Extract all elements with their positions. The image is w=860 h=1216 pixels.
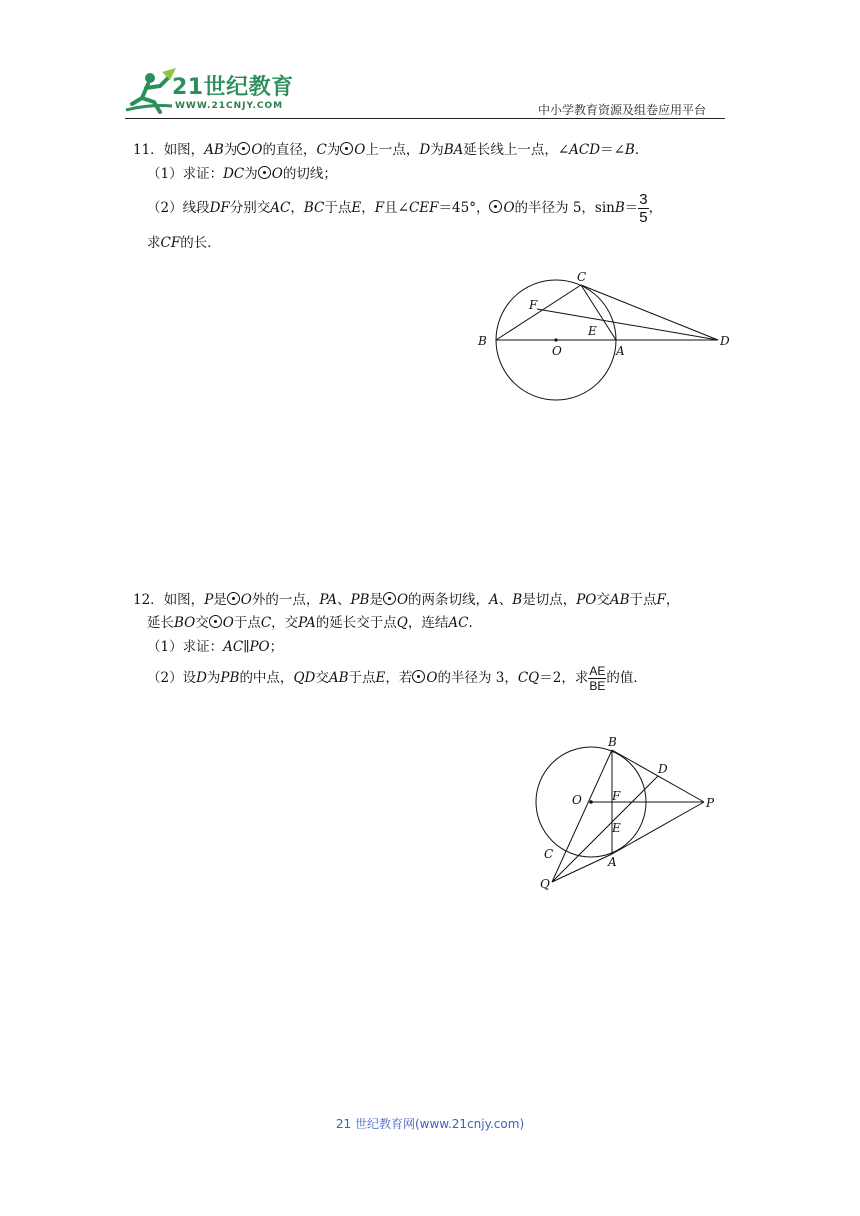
line-bc [496,285,581,340]
line-bq [552,750,612,882]
circle-dot-icon [237,142,250,155]
label-d: D [658,762,668,776]
line-bp [612,750,704,802]
circle-dot-icon [258,166,271,179]
q11-sub1: （1）求证：DC为 O的切线； [147,166,337,182]
fraction-3-5: $\frac{3}{5}$ [639,191,648,226]
circle-dot-icon [412,670,425,683]
line-fd [537,309,718,340]
circle-dot-icon [227,592,240,605]
label-o: O [552,344,562,358]
label-e: E [612,821,621,835]
circle-dot-icon [383,592,396,605]
line-qa [552,854,612,882]
center-point-o [589,800,593,804]
fraction-ae-be: $\frac{AE}{BE}$ [589,664,606,693]
label-e: E [588,324,597,338]
circle-dot-icon [340,142,353,155]
label-p: P [706,796,715,810]
label-o: O [572,793,582,807]
label-f: F [612,789,621,803]
q11-sub3: 求CF的长． [147,235,221,251]
label-b: B [608,735,617,749]
q12-line1: 12．如图，P是 O外的一点，PA、PB是 O的两条切线，A、B是切点，PO交AB于点F， [133,592,680,608]
q12-sub2: （2）设D为PB的中点，QD交AB于点E，若 O的半径为 3，CQ＝2，求 $\frac{AE}{BE}$ 的值． [147,664,647,693]
q12-line2: 延长BO交 O于点C，交PA的延长交于点Q，连结AC． [147,615,482,631]
header-divider [125,118,725,119]
figure-q12 [530,730,730,900]
label-d: D [720,334,730,348]
line-cd [581,285,718,340]
logo-url: WWW.21CNJY.COM [175,101,284,111]
q11-sub2: （2）线段DF分别交AC，BC于点E，F且∠CEF＝45°， O的半径为 5，sinB＝ $\frac{3}{5}$ ， [147,191,663,226]
q12-sub1: （1）求证：AC∥PO； [147,639,284,655]
label-a: A [616,344,625,358]
footer-link[interactable]: 21 世纪教育网(www.21cnjy.com) [335,1117,525,1131]
label-b: B [478,334,487,348]
circle-dot-icon [209,615,222,628]
line-ca [581,285,616,340]
line-qd [552,776,658,882]
label-q: Q [540,877,550,891]
header-tagline: 中小学教育资源及组卷应用平台 [538,103,707,117]
label-c: C [544,847,554,861]
label-a: A [608,855,617,869]
logo-title: 21世纪教育 [172,75,294,100]
line-ap [612,802,704,854]
figure-q11 [470,265,740,405]
label-f: F [529,298,538,312]
label-c: C [577,270,587,284]
circle-dot-icon [489,200,502,213]
center-point-o [554,338,557,341]
q11-line1: 11．如图，AB为 O的直径，C为 O上一点，D为BA延长线上一点，∠ACD＝∠B． [133,142,649,158]
